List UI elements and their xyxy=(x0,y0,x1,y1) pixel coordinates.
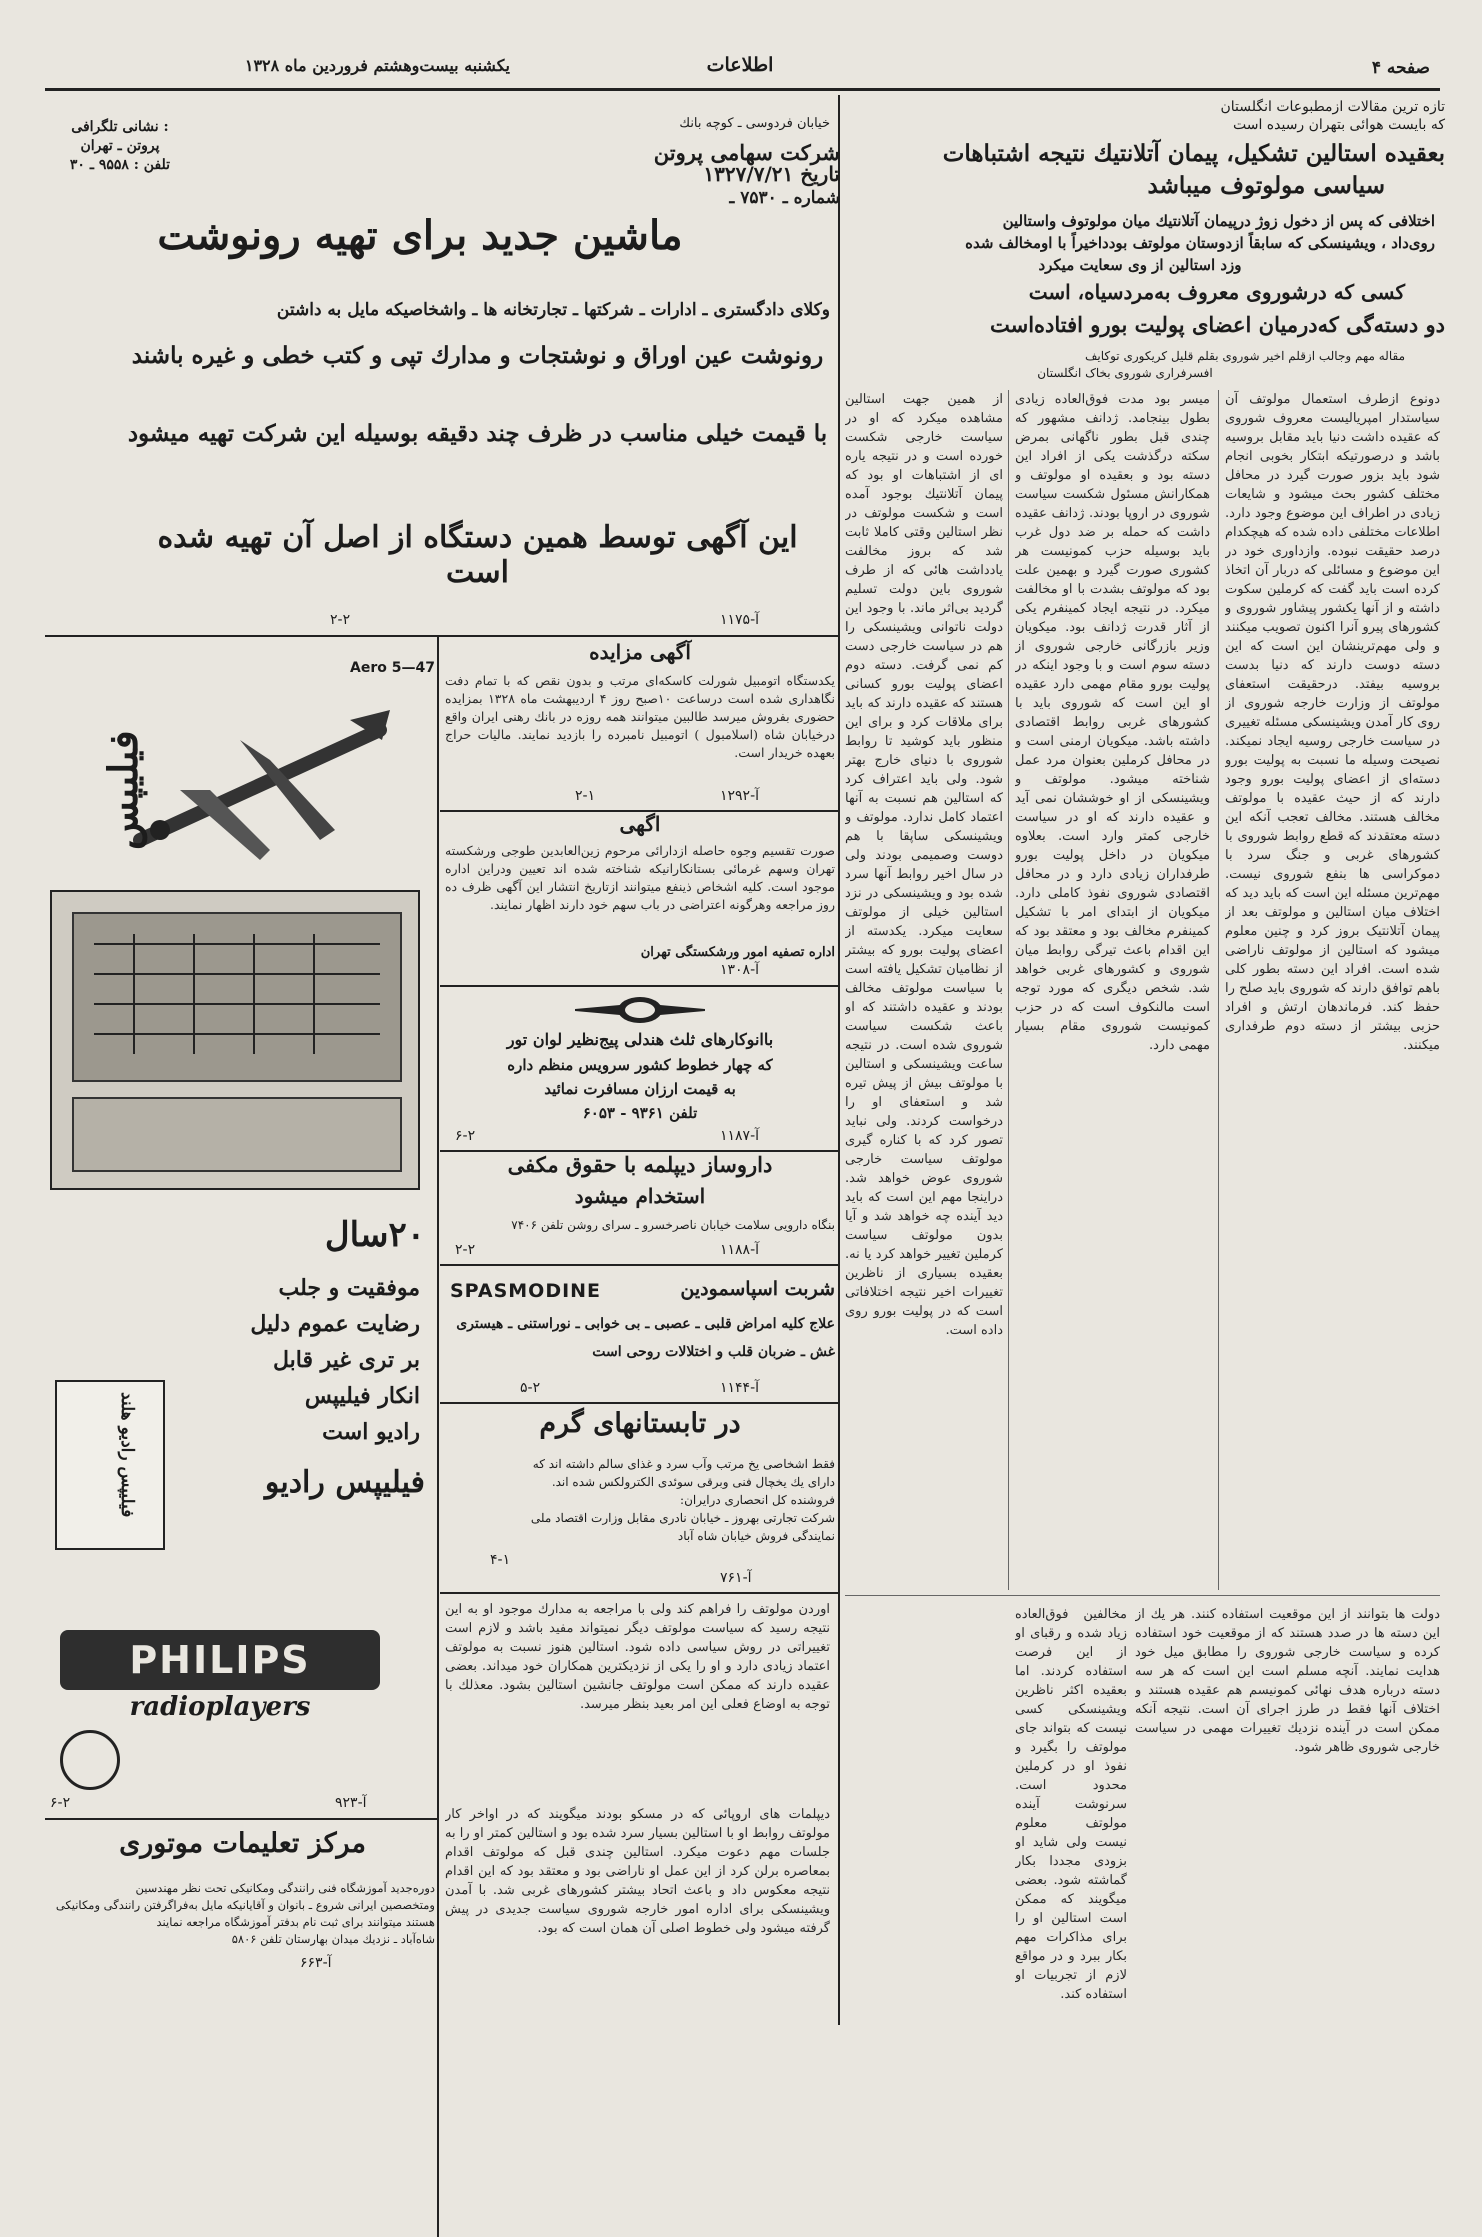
ad-cable-line: پروتن ـ تهران xyxy=(80,138,160,154)
summer-line: فروشنده کل انحصاری درایران: xyxy=(680,1493,835,1507)
top-notice-line: تازه ترین مقالات ازمطبوعات انگلستان xyxy=(1220,99,1445,115)
article-column-2: میسر بود مدت فوق‌العاده زیادی بطول بینجامد. ژدانف مشهور که چندی قبل بطور ناگهانی بمرض سکته درگذشت یکی از افراد این دسته بود و بعقیده او مولوتف و همکارانش مسئول شکست سیاست شوروی در اروپا بودند. ژدانف عقیده داشت که حمله بر ضد دول غرب باید بوسیله حزب کمونیست هر کشوری صورت گیرد و بهمین علت بود که مولوتف بشدت با او مخالفت میکرد. در نتیجه ایجاد کمینفرم یکی از آثار قدرت ژدانف بود. میکویان وزیر بازرگانی خارجی شوروی از دسته سوم است و با وجود اینکه در پولیت بورو مقام مهمی دارد عقیده او این است که شوروی باید با کشورهای غربی روابط اقتصادی داشته باشد. میکویان ارمنی است و در محافل کرملین بعنوان مرد عمل شناخته میشود. مولوتف و ویشینسکی از او خوششان نمی آید و عقیده دارند که او در سیاست خارجی کمتر وارد است. بعلاوه میکویان در داخل پولیت بورو طرفداران زیادی دارد و در محافل اقتصادی شوروی نفوذ کاملی دارد. میکویان از ابتدای امر با تشکیل کمینفرم مخالف بود و معتقد بود که این اقدام باعث تیرگی روابط میان شوروی و کشورهای غربی خواهد شد. شخص دیگری که مورد توجه است مالنکوف است که در حزب کمونیست شوروی مقام بسیار مهمی دارد. xyxy=(1015,392,1210,1053)
subheadline xyxy=(845,210,1435,276)
masthead-rule xyxy=(45,88,1440,91)
headline-politburo: دو دسته‌گی که‌درمیان اعضای پولیت بورو افتاده‌است xyxy=(989,312,1445,337)
airline-code: آ-۱۱۸۷ xyxy=(720,1128,760,1144)
ad-cable xyxy=(50,118,190,175)
top-notice-line: که بایست هوائی بتهران رسیده است xyxy=(1232,117,1445,133)
page-number: صفحه ۴ xyxy=(1371,58,1430,78)
philips-aero-label: Aero 5—47 xyxy=(350,660,435,676)
column-rule xyxy=(1218,390,1219,1590)
headline-black-man: کسی که درشوروی معروف به‌مردسیاه، است xyxy=(1028,280,1405,304)
philips-slogan xyxy=(120,1270,420,1450)
airline-code: ۶-۲ xyxy=(455,1128,476,1144)
ad-code: ۲-۲ xyxy=(330,612,351,628)
philips-slogan-line: رادیو است xyxy=(322,1419,420,1445)
spasmodine-code: آ-۱۱۴۴ xyxy=(720,1380,760,1396)
ad-code: آ-۱۱۷۵ xyxy=(720,612,760,628)
auction-title: آگهی مزایده xyxy=(589,640,691,664)
notice-body: صورت تقسیم وجوه حاصله ازدارائی مرحوم زین‌العابدین طوجی ورشکسته تهران وسهم غرمائی بستانکارانیکه شناخته شده اند تعیین ودراین اداره موجود است. کلیه اشخاص ذینفع میتوانند ازتاریخ انتشار این آگهی ظرف ده روز مراجعه وهرگونه اعتراضی در باب سهم خود دارند اظهار نمایند. xyxy=(445,843,835,912)
ad-number: شماره ـ ۷۵۳۰ ـ xyxy=(729,188,840,208)
ad-company: شرکت سهامی پروتن xyxy=(653,140,840,165)
philips-shield-icon xyxy=(60,1730,120,1790)
article-column-3: از همین جهت استالین مشاهده میکرد که او در سیاست خارجی شکست خورده است و در نتیجه یاره ای از اشتباهات او بود که پیمان آتلانتیك بوجود آمده است و شکست مولوتف در نظر استالین وقتی کاملا ثابت شد که بروز مخالفت یادداشت هائی که از طرف شوروی باین دولت تسلیم گردید بی‌اثر ماند. با وجود این دولت ناتوانی ویشینسکی را هم در سیاست خارجی دست کم نمی گرفت. دسته دوم اعضای پولیت بورو کسانی هستند که عقیده دارند که باید برای ملاقات کرد و برای این منظور باید کوشید تا روابط شوروی با دنیای خارج بهتر شود. ولی باید اعتراف کرد که استالین هم نسبت به آنها اعتماد کامل ندارد. مولوتف و ویشینسکی ساپقا با هم دوست وصمیمی بودند ولی در سال اخیر روابط آنها سرد شده بود و ویشینسکی در نزد استالین خیلی از مولوتف سعایت میکرد. یکدسته از اعضای پولیت بورو که بیشتر از نظامیان تشکیل یافته است با سیاست مولوتف مخالف بودند و عقیده داشتند که او باعث شکست سیاست شوروی شده است. در نتیجه ساعت ویشینسکی و استالین با مولوتف بیش از پیش تیره شد و استعفای او را درخواست کردند. ولی نباید تصور کرد که با کناره گیری مولوتف سیاست خارجی شوروی عوض خواهد شد. دراینجا مهم این است که باید دید آینده چه خواهد شد و آیا بدون مولوتف سیاست کرملین تغییر خواهد کرد یا نه. بعقیده بسیاری از ناظرین تغییرات اخیر نتیجه اختلافاتی است که در پولیت بورو روی داده است. xyxy=(845,392,1003,1338)
driving-line: شاه‌آباد ـ نزدیك میدان بهارستان تلفن ۵۸۰۶ xyxy=(231,1932,435,1946)
spasmodine-code: ۵-۲ xyxy=(520,1380,541,1396)
summer-code: آ-۷۶۱ xyxy=(720,1570,752,1586)
notice-code: آ-۱۳۰۸ xyxy=(720,962,760,978)
article-bottom-right: دولت ها بتوانند از این موقعیت استفاده کنند. هر یك از این دسته ها در صدد هستند که از موقعیت خود استفاده کرده و سیاست خارجی شوروی را مطابق میل خود هدایت نمایند. آنچه مسلم است این است که هر سه دسته درباره هدف نهائی کمونیسم هم عقیده هستند و اختلاف آنها فقط در طرز اجرای آن است. نتیجه آنکه ممکن است در آینده نزدیك تغییرات مهمی در سیاست خارجی شوروی ظاهر شود. xyxy=(1135,1607,1440,1755)
airline-line: باانوکارهای ثلث هندلی پیج‌نظیر لوان تور xyxy=(506,1030,774,1049)
byline-line: مقاله مهم وجالب ازقلم اخیر شوروی بقلم قلیل کریکوری توکایف xyxy=(1084,349,1405,363)
auction-code: آ-۱۲۹۲ xyxy=(720,788,760,804)
ad-machine-line: رونوشت عین اوراق و نوشتجات و مدارك تپی و کتب خطی و غیره باشند xyxy=(131,342,824,369)
spasmodine-latin: SPASMODINE xyxy=(450,1280,602,1302)
byline xyxy=(845,348,1405,382)
pharmacy-address: بنگاه دارویی سلامت خیابان ناصرخسرو ـ سرای روشن تلفن ۷۴۰۶ xyxy=(511,1218,835,1232)
philips-radioplayers: radioplayers xyxy=(129,1692,311,1722)
ad-address: خیابان فردوسی ـ کوچه بانك xyxy=(679,116,830,131)
newspaper-name: اطلاعات xyxy=(706,54,774,76)
ads-divider xyxy=(437,637,439,2237)
ad-cable-line: تلفن : ۹۵۵۸ ـ ۳۰ xyxy=(69,157,171,173)
summer-line: شرکت تجارتی بهروز ـ خیابان نادری مقابل وزارت اقتصاد ملی xyxy=(530,1511,835,1525)
ad-machine-line: وکلای دادگستری ـ ادارات ـ شرکتها ـ تجارتخانه ها ـ واشخاصیکه مایل به داشتن xyxy=(276,300,830,320)
philips-slogan-line: بر تری غیر قابل xyxy=(272,1347,420,1373)
article-bottom-mid: مخالفین فوق‌العاده زیاد شده و رقبای او از این فرصت استفاده کردند. اما بعقیده اکثر ناظرین ویشینسکی کسی نیست که بتواند جای مولوتف را بگیرد و نفوذ او در کرملین محدود است. سرنوشت آینده مولوتف معلوم نیست ولی شاید او بزودی مجددا بکار گماشته شود. بعضی میگویند که ممکن است استالین او را برای مذاکرات مهم بکار ببرد و در مواقع لازم از تجربیات او استفاده کند. xyxy=(1015,1607,1127,2002)
airline-line: که چهار خطوط کشور سرویس منظم داره xyxy=(507,1056,773,1074)
section-rule xyxy=(440,1402,838,1404)
section-rule xyxy=(440,985,838,987)
ad-machine-title: ماشین جدید برای تهیه رونوشت xyxy=(157,212,683,259)
pharmacy-code: آ-۱۱۸۸ xyxy=(720,1242,760,1258)
philips-slogan-line: موفقیت و جلب xyxy=(278,1275,420,1301)
top-notice xyxy=(1115,98,1445,134)
radio-image xyxy=(50,890,420,1190)
pharmacy-subtitle: استخدام میشود xyxy=(574,1184,706,1208)
main-headline-2: سیاسی مولوتوف میباشد xyxy=(1147,172,1385,199)
column-rule xyxy=(1008,390,1009,1590)
auction-code: ۲-۱ xyxy=(575,788,596,804)
philips-brand-fa: فیلیپس xyxy=(100,730,147,850)
notice-title: اگهی xyxy=(619,812,661,836)
section-rule xyxy=(440,1592,838,1594)
ad-machine-line: با قیمت خیلی مناسب در ظرف چند دقیقه بوسیله این شرکت تهیه میشود xyxy=(127,420,828,447)
ad-cable-line: نشانی تلگرافی : xyxy=(71,119,169,135)
driving-code: آ-۶۶۳ xyxy=(300,1955,332,1971)
pharmacy-code: ۲-۲ xyxy=(455,1242,476,1258)
radio-speaker xyxy=(72,1097,402,1172)
philips-slogan-line: رضایت عموم دلیل xyxy=(250,1311,420,1337)
subheadline-line: روی‌داد ، ویشینسکی که سابقاً ازدوستان مولوتف بودداخیراً با اومخالف شده xyxy=(965,234,1435,252)
philips-radio: فیلیپس رادیو xyxy=(264,1465,425,1500)
driving-body xyxy=(50,1880,435,1948)
page-divider xyxy=(838,95,840,2025)
airline-wings-icon xyxy=(575,995,705,1025)
philips-tag-text: فیلیپس رادیو هلند xyxy=(117,1392,137,1518)
pharmacy-title: داروساز دیپلمه با حقوق مکفی xyxy=(507,1152,773,1177)
section-rule xyxy=(440,1264,838,1266)
spasmodine-persian: شربت اسپاسمودین xyxy=(680,1278,835,1300)
subheadline-line: اختلافی که پس از دخول زوژ درپیمان آتلانتیك میان مولوتوف واستالین xyxy=(1002,212,1435,230)
airline-phone: تلفن ۹۳۶۱ - ۶۰۵۳ xyxy=(582,1104,698,1122)
philips-logo: PHILIPS xyxy=(129,1638,311,1682)
article-bottom-left-2: دیپلمات های اروپائی که در مسکو بودند میگویند که در اواخر کار مولوتف روابط او با استالین بسیار سرد شده بود و استالین کمتر او را به جلسات مهم دعوت میکرد. استالین چندی قبل که مولوتف اقدام بمعاصره برلن کرد از این عمل او ناراضی بود و معتقد بود که این اقدام نتیجه معکوس داد و باعث اتحاد بیشتر کشورهای غربی شد. با آمدن ویشینسکی برای اداره امور خارجه شوروی سیاست جدیدی در پیش گرفته میشود ولی خطوط اصلی آن همان است که بود. xyxy=(445,1807,830,1936)
philips-code: ۶-۲ xyxy=(50,1795,71,1811)
spasmodine-body: غش ـ ضربان قلب و اختلالات روحی است xyxy=(592,1344,835,1360)
radio-dial xyxy=(72,912,402,1082)
driving-line: ومتخصصین ایرانی شروع ـ بانوان و آقایانیکه مایل به‌فراگرفتن رانندگی ومکانیکی xyxy=(55,1898,435,1912)
philips-logo-plate xyxy=(60,1630,380,1690)
driving-line: دوره‌جدید آموزشگاه فنی رانندگی ومکانیکی تحت نظر مهندسین xyxy=(135,1881,435,1895)
article-bottom-rule xyxy=(845,1595,1440,1596)
philips-tag xyxy=(55,1380,165,1550)
issue-date: یکشنبه بیست‌وهشتم فروردین ماه ۱۳۲۸ xyxy=(244,56,510,75)
byline-line: افسرفراری شوروی بخاک انگلستان xyxy=(1037,366,1213,380)
summer-code: ۴-۱ xyxy=(490,1552,511,1568)
article-column-1: دونوع ازطرف استعمال مولوتف آن سیاستدار امپریالیست معروف شوروی که عقیده داشت دنیا باید مقابل بروسیه باشد و درصورتیکه ابتکار بخوبی انجام شود باید بزور صورت گیرد در محافل مختلف کشور بحث میشود و شایعات زیادی در اطراف این موضوع وجود دارد. اطلاعات مختلفی داده شده که هیچکدام درصد حقیقت نبوده. وازداوری خود در این موضوع و مسائلی که دربار آن اتخاذ کرده است باید گفت که کرملین سکوت داشته و از آنها یکشور پیشاور شوروی و کشورهای پیرو آنرا اکنون تصویب میکنند و ولی مهم‌ترینشان این است که این دسته دوست دارند که دنیا بدست بروسیه بیفتد. درحقیقت استعفای مولوتف از وزارت خارجه شوروی از روی کار آمدن ویشینسکی مسئله تغییری در سیاست خارجی روسیه ایجاد نمیکند. نصیحت وسیله ما نسبت به پولیت بورو دسته‌ای از اعضای پولیت بورو وجود دارند که از حیث عقیده با مولوتف مخالف هستند. مخالف تعجب آنکه این دسته معتقدند که قطع روابط شوروی با کشورهای غربی و جنگ سرد با دموکراسی ها بنفع شوروی نیست. مهم‌ترین مسئله این است که باید دید که اختلاف میان استالین و مولوتف بعد از پیمان آتلانتیک بروز کرد و چنین معلوم میشود که استالین از مولوتف ناراضی شده است. افراد این دسته بطور کلی باهم توافق دارند که شوروی باید صلح را حفظ کند. فرماندهان ارتش و افراد حزبی بیشتر از دسته دوم طرفداری میکنند. xyxy=(1225,392,1440,1053)
summer-body xyxy=(445,1455,835,1545)
main-headline: بعقیده استالین تشکیل، پیمان آتلانتیك نتیجه اشتباهات xyxy=(942,140,1445,167)
philips-slogan-line: انکار فیلیپس xyxy=(304,1383,420,1409)
article-bottom-left-1: اوردن مولوتف را فراهم کند ولی با مراجعه به مدارك موجود او به این نتیجه رسید که سیاست مولوتف دیگر نمیتواند مفید باشد و لازم است تغییراتی در روش سیاسی داده شود. استالین هنوز نسبت به مولوتف اعتماد زیادی دارد و او را یکی از نزدیکترین همکاران خود میداند. بعضی عقیده دارند که ممکن است مولوتف جانشین استالین بشود. معذلك با توجه به اوضاع فعلی این امر بعید بنظر میرسد. xyxy=(445,1602,830,1712)
auction-body: یکدستگاه اتومبیل شورلت کاسکه‌ای مرتب و بدون نقص که با تمام دفت نگاهداری شده است درساعت ۱۰صبح روز ۴ اردیبهشت ماه ۱۳۲۸ بمزایده حضوری بفروش میرسد طالبین میتوانند همه روزه در بانك رهنی ایران واقع درخیابان شاه (اسلامبول ) اتومبیل نامبرده را بازدید نمایند. مالیات حراج بعهده خریدار است. xyxy=(445,673,835,760)
summer-line: نمایندگی فروش خیابان شاه آباد xyxy=(677,1529,835,1543)
spasmodine-body: علاج کلیه امراض قلبی ـ عصبی ـ بی خوابی ـ نوراستنی ـ هیستری xyxy=(456,1316,835,1332)
airline-line: به قیمت ارزان مسافرت نمائید xyxy=(544,1080,736,1098)
ad-date: تاریخ ۱۳۲۷/۷/۲۱ xyxy=(703,162,840,186)
notice-office: اداره تصفیه امور ورشکستگی تهران xyxy=(640,945,835,960)
summer-line: فقط اشخاصی یخ مرتب وآب سرد و غذای سالم داشته اند که xyxy=(532,1457,835,1471)
ad-machine-line: این آگهی توسط همین دستگاه از اصل آن تهیه شده است xyxy=(157,520,798,590)
section-rule xyxy=(45,635,838,637)
driving-line: هستند میتوانند برای ثبت نام بدفتر آموزشگاه مراجعه نمایند xyxy=(156,1915,435,1929)
subheadline-line: وزد استالین از وی سعایت میکرد xyxy=(1038,256,1242,274)
summer-line: دارای یك یخچال فنی وبرقی سوئدی الکترولکس شده اند. xyxy=(551,1475,835,1489)
driving-title: مرکز تعلیمات موتوری xyxy=(119,1828,366,1859)
summer-title: در تابستانهای گرم xyxy=(539,1408,741,1439)
philips-code: آ-۹۲۳ xyxy=(335,1795,367,1811)
section-rule xyxy=(45,1818,437,1820)
philips-years: ۲۰سال xyxy=(324,1215,425,1255)
